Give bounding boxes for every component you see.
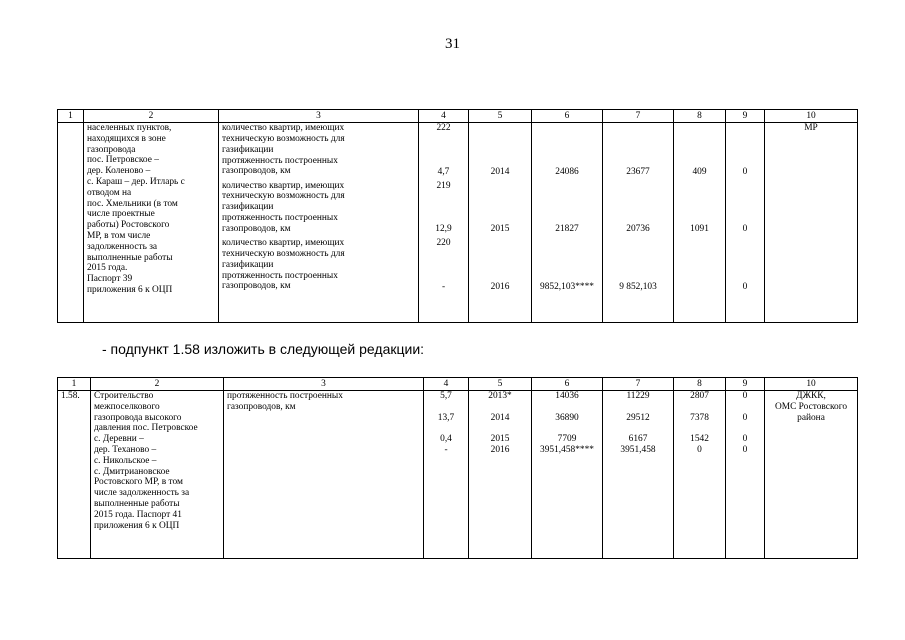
year-cell: 2014 2015 2016 bbox=[469, 123, 532, 323]
object-name-cell: Строительство межпоселкового газопровода высокого давления пос. Петровское с. Деревни – дер. Теханово – с. Никольское – с. Дмитриановское Ростовского МР, в том числе задолженность за выполненные работы 2015 года. Паспорт 41 приложения 6 к ОЦП bbox=[91, 391, 224, 559]
col-header: 7 bbox=[603, 110, 674, 123]
col-header: 9 bbox=[726, 378, 765, 391]
page-number: 31 bbox=[445, 36, 460, 52]
col-header: 4 bbox=[419, 110, 469, 123]
col-header: 10 bbox=[765, 110, 858, 123]
col-header: 2 bbox=[91, 378, 224, 391]
object-name-cell: населенных пунктов, находящихся в зоне газопровода пос. Петровское – дер. Коленово – с. Караш – дер. Итларь с отводом на пос. Хмельники (в том числе проектные работы) Ростовского МР, в том числе задолженность за выполненные работы 2015 года. Паспорт 39 приложения 6 к ОЦП bbox=[84, 123, 219, 323]
col-header: 3 bbox=[219, 110, 419, 123]
col-header: 5 bbox=[469, 110, 532, 123]
table-subpoint-1-58 bbox=[57, 377, 858, 559]
table-header-row bbox=[58, 110, 858, 123]
indicator-cell: протяженность построенных газопроводов, км bbox=[224, 391, 424, 559]
table-continuation bbox=[57, 109, 858, 323]
amount-cell: 23677 20736 9 852,103 bbox=[603, 123, 674, 323]
col-header: 10 bbox=[765, 378, 858, 391]
amount-cell: 0 0 0 bbox=[726, 123, 765, 323]
table-row bbox=[58, 391, 858, 559]
value-cell: 222 4,7 219 12,9 220 - bbox=[419, 123, 469, 323]
col-header: 8 bbox=[674, 378, 726, 391]
row-number-cell: 1.58. bbox=[58, 391, 91, 559]
responsible-cell: МР bbox=[765, 123, 858, 323]
col-header: 1 bbox=[58, 110, 84, 123]
col-header: 4 bbox=[424, 378, 469, 391]
col-header: 3 bbox=[224, 378, 424, 391]
col-header: 5 bbox=[469, 378, 532, 391]
amount-cell: 409 1091 bbox=[674, 123, 726, 323]
amount-total-cell: 14036 36890 7709 3951,458**** bbox=[532, 391, 603, 559]
col-header: 7 bbox=[603, 378, 674, 391]
col-header: 8 bbox=[674, 110, 726, 123]
value-cell: 5,7 13,7 0,4 - bbox=[424, 391, 469, 559]
col-header: 9 bbox=[726, 110, 765, 123]
amount-cell: 0 0 0 0 bbox=[726, 391, 765, 559]
col-header: 1 bbox=[58, 378, 91, 391]
col-header: 6 bbox=[532, 378, 603, 391]
amount-total-cell: 24086 21827 9852,103**** bbox=[532, 123, 603, 323]
responsible-cell: ДЖКК, ОМС Ростовского района bbox=[765, 391, 858, 559]
amount-cell: 11229 29512 6167 3951,458 bbox=[603, 391, 674, 559]
year-cell: 2013* 2014 2015 2016 bbox=[469, 391, 532, 559]
col-header: 6 bbox=[532, 110, 603, 123]
row-number-cell bbox=[58, 123, 84, 323]
amount-cell: 2807 7378 1542 0 bbox=[674, 391, 726, 559]
indicator-cell: количество квартир, имеющих техническую возможность для газификации протяженность построенных газопроводов, км количество квартир, имеющих техническую возможность для газификации протяженность построенных газопроводов, км количество квартир, имеющих техническую возможность для газификации протяженность построенных газопроводов, км bbox=[219, 123, 419, 323]
col-header: 2 bbox=[84, 110, 219, 123]
table-header-row bbox=[58, 378, 858, 391]
table-row bbox=[58, 123, 858, 323]
subpoint-heading: - подпункт 1.58 изложить в следующей редакции: bbox=[102, 341, 425, 357]
